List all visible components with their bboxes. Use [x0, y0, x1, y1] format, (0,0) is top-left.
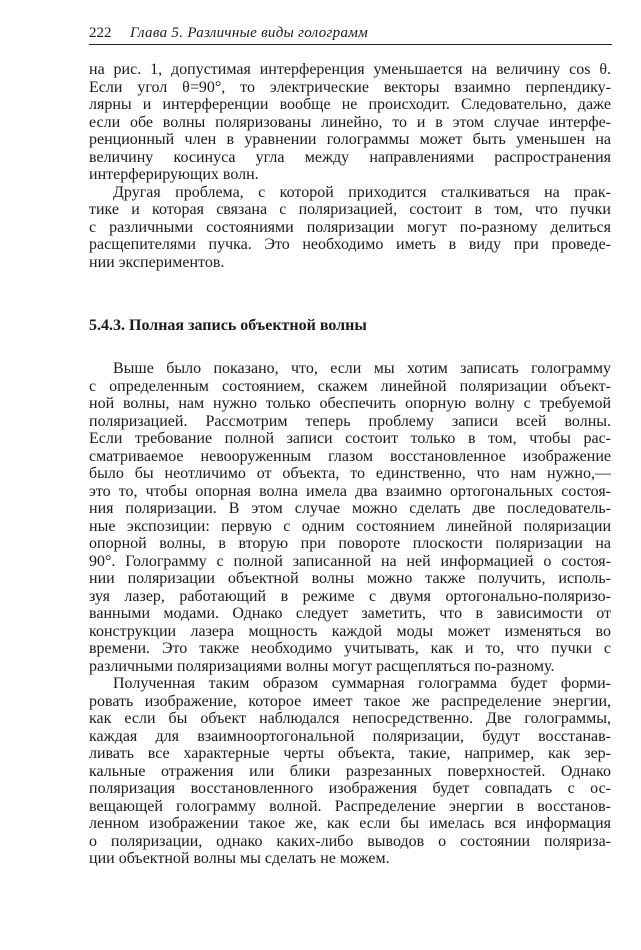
paragraph: [89, 184, 611, 272]
text-line: Полученная таким образом суммарная голограмма будет форми-: [113, 675, 611, 692]
text-line: лярны и интерференции вообще не происходит. Следовательно, даже: [89, 96, 611, 113]
page-number: 222: [89, 25, 112, 41]
text-line: величину косинуса угла между направлениями распространения: [89, 148, 611, 166]
text-line: Другая проблема, с которой приходится сталкиваться на прак-: [113, 183, 611, 201]
text-line: ливать все характерные черты объекта, такие, например, как зер-: [89, 745, 611, 762]
text-line: различными поляризациями волны могут расщепляться по-разному.: [89, 657, 555, 675]
text-line: ции объектной волны мы сделать не можем.: [89, 850, 390, 867]
text-line: кальные отражения или блики разрезанных поверхностей. Однако: [89, 762, 611, 780]
text-line: нии поляризации объектной волны можно также получить, исполь-: [89, 570, 611, 587]
text-line: Если угол θ=90°, то электрические векторы взаимно перпендику-: [89, 78, 611, 96]
text-line: Выше было показано, что, если мы хотим записать голограмму: [113, 360, 611, 377]
text-line: интерферирующих волн.: [89, 166, 259, 183]
text-line: ровать изображение, которое имеет такое же распределение энергии,: [89, 692, 611, 710]
text-line: ванными модами. Однако следует заметить, что в зависимости от: [89, 605, 611, 622]
text-line: как если бы объект наблюдался непосредственно. Две голограммы,: [89, 710, 611, 727]
text-line: поляризация восстановленного изображения будет совпадать с ос-: [89, 780, 611, 797]
section-heading: 5.4.3. Полная запись объектной волны: [89, 317, 367, 334]
paragraph: [89, 61, 611, 184]
text-line: ные экспозиции: первую с одним состоянием линейной поляризации: [89, 517, 611, 535]
text-line: на рис. 1, допустимая интерференция уменьшается на величину cos θ.: [89, 61, 611, 78]
text-line: это то, чтобы опорная волна имела два взаимно ортогональных состоя-: [89, 482, 611, 500]
section-text: [89, 360, 611, 868]
text-line: было бы неотличимо от объекта, то единственно, что нам нужно,—: [89, 465, 611, 482]
text-line: ния поляризации. В этом случае можно сделать две последователь-: [89, 500, 611, 517]
text-line: опорной волны, в вторую при повороте плоскости поляризации на: [89, 535, 611, 552]
running-title: Глава 5. Различные виды голограмм: [130, 25, 368, 41]
paragraph: [89, 360, 611, 675]
text-line: времени. Это также необходимо учитывать, как и то, что пучки с: [89, 640, 611, 657]
text-line: о поляризации, однако каких-либо выводов о состоянии поляриза-: [89, 832, 611, 850]
text-line: нии экспериментов.: [89, 253, 225, 271]
intro-text: [89, 61, 611, 271]
text-line: ной волны, нам нужно только обеспечить опорную волну с требуемой: [89, 395, 611, 412]
text-line: расщепителями пучка. Это необходимо иметь в виду при проведе-: [89, 236, 611, 253]
text-line: ленном изображении такое же, как если бы имелась вся информация: [89, 815, 611, 832]
text-line: поляризацией. Рассмотрим теперь проблему записи всей волны.: [89, 412, 611, 430]
text-line: каждая для взаимноортогональной поляризации, будут восстанав-: [89, 727, 611, 745]
text-line: зуя лазер, работающий в режиме с двумя ортогонально-поляризо-: [89, 587, 611, 605]
text-line: ренционный член в уравнении голограммы может быть уменьшен на: [89, 131, 611, 148]
text-line: вещающей голограмму волной. Распределение энергии в восстанов-: [89, 797, 611, 815]
text-line: если обе волны поляризованы линейно, то и в этом случае интерфе-: [89, 113, 611, 131]
text-line: с определенным состоянием, скажем линейной поляризации объект-: [89, 377, 611, 395]
paragraph: [89, 675, 611, 868]
header-rule: [89, 44, 612, 45]
text-line: 90°. Голограмму с полной записанной на ней информацией о состоя-: [89, 552, 611, 570]
text-line: конструкции лазера мощность каждой моды может изменяться во: [89, 622, 611, 640]
text-line: сматриваемое невооруженным глазом восстановленное изображение: [89, 447, 611, 465]
text-line: с различными состояниями поляризации могут по-разному делиться: [89, 218, 611, 236]
text-line: Если требование полной записи состоит только в том, чтобы рас-: [89, 430, 611, 447]
running-header: [89, 24, 612, 43]
text-line: тике и которая связана с поляризацией, состоит в том, что пучки: [89, 201, 611, 218]
